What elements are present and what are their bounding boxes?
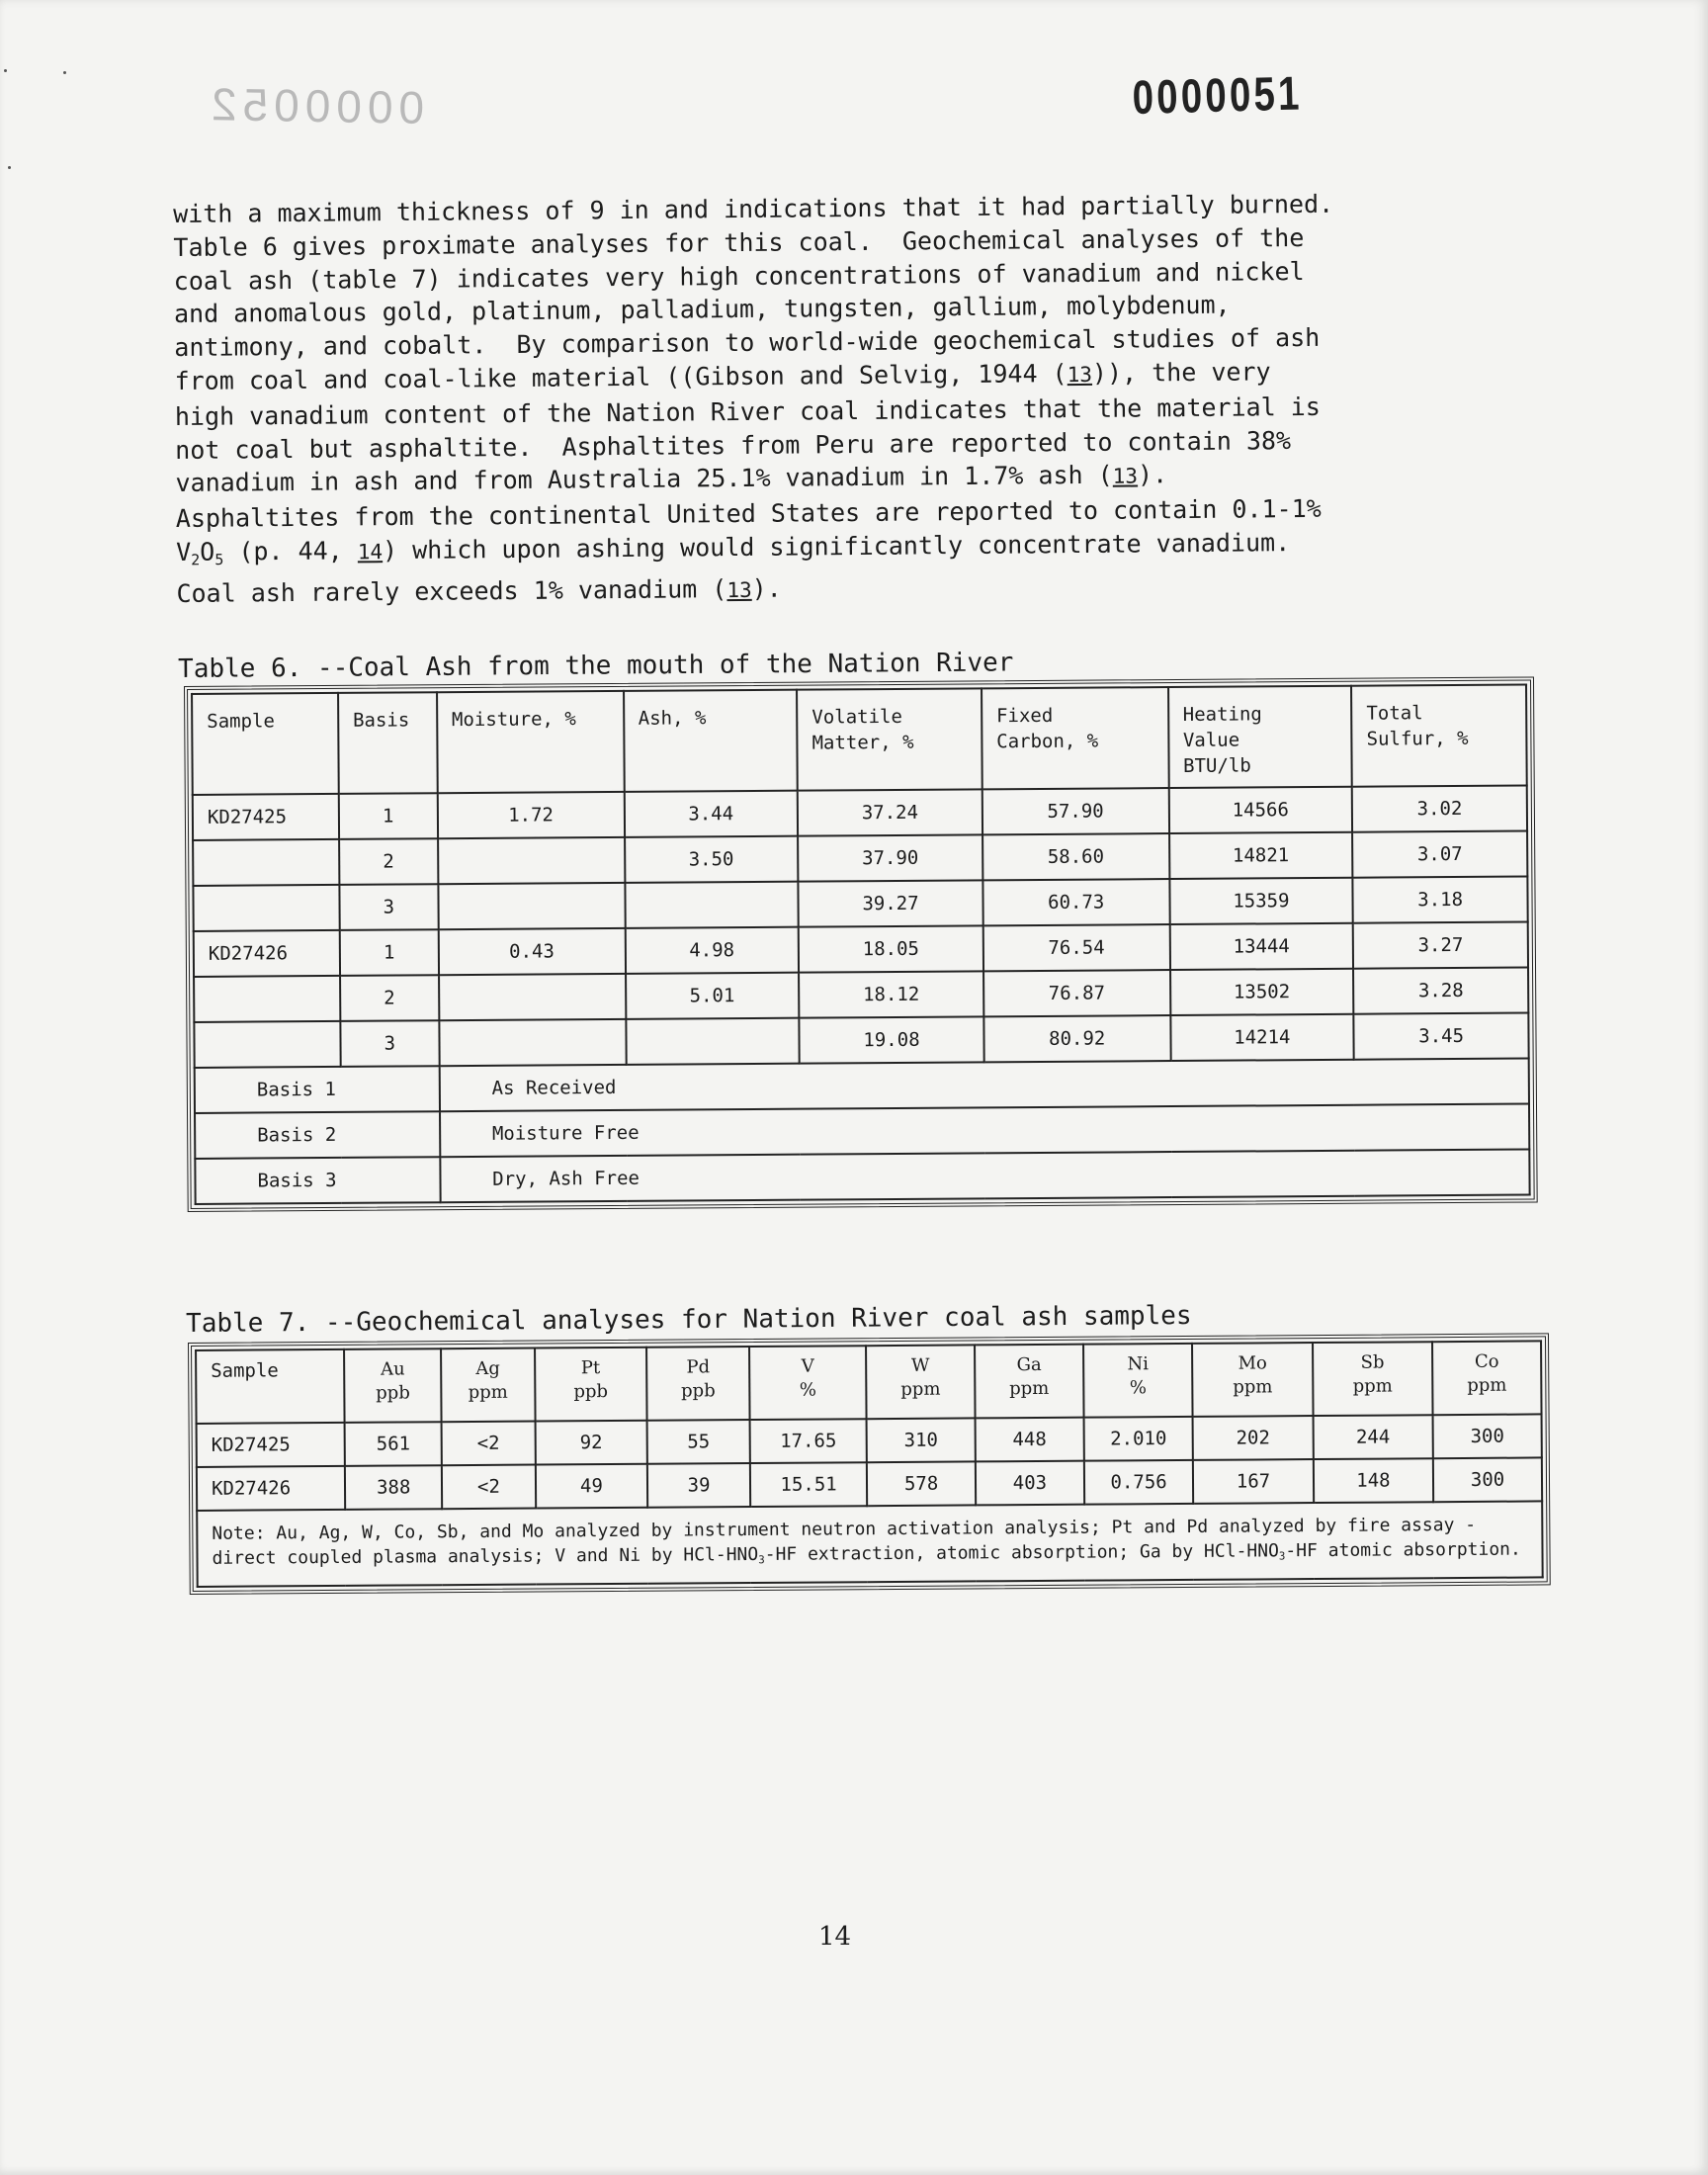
table7-caption: Table 7. --Geochemical analyses for Nation River coal ash samples <box>186 1301 1192 1339</box>
table6-header-row <box>192 685 1527 795</box>
table6-cell: 14566 <box>1168 787 1352 833</box>
table7-cell: 300 <box>1433 1414 1542 1458</box>
faint-stamp-number: 0000052 <box>205 78 425 133</box>
table7-cell: 92 <box>535 1421 647 1465</box>
col-header-heating-value: Heating Value BTU/lb <box>1168 686 1352 788</box>
table7-cell: 578 <box>867 1461 976 1506</box>
legend-row <box>195 1150 1529 1204</box>
table6-cell: 3.07 <box>1352 831 1527 878</box>
body-text: vanadium in ash and from Australia 25.1% vanadium in 1.7% ash ( <box>175 461 1113 498</box>
body-line: with a maximum thickness of 9 in and indications that it had partially burned. <box>173 189 1334 228</box>
legend-value: As Received <box>439 1059 1529 1112</box>
table7-col-header: Au ppb <box>344 1348 442 1423</box>
table6-cell <box>193 885 339 931</box>
table7-col-header: Sample <box>196 1349 345 1424</box>
table7-col-header: V % <box>749 1346 867 1420</box>
reference-link: 13 <box>1112 464 1139 489</box>
table7-cell: 244 <box>1313 1415 1433 1459</box>
table7-cell: 202 <box>1193 1416 1314 1460</box>
table7-col-header: W ppm <box>866 1345 975 1419</box>
body-text: (p. 44, <box>223 536 358 566</box>
table6-cell: 37.24 <box>798 789 982 835</box>
table7-cell: 55 <box>647 1420 750 1464</box>
formula-o: O <box>200 537 215 566</box>
body-text: ). <box>1137 460 1168 489</box>
col-header-total-sulfur: Total Sulfur, % <box>1351 685 1527 787</box>
table6-cell: 39.27 <box>799 880 983 926</box>
table6-cell: 1 <box>339 793 438 839</box>
body-text: from coal and coal-like material ((Gibson and Selvig, 1944 ( <box>174 359 1068 395</box>
table7-cell: 310 <box>867 1418 976 1462</box>
table7-cell: KD27426 <box>197 1466 345 1511</box>
table7-cell: 2.010 <box>1083 1417 1193 1461</box>
table7-header-row <box>196 1341 1541 1423</box>
table6-cell: 13444 <box>1169 923 1353 970</box>
table7-col-header: Pt ppb <box>535 1348 647 1422</box>
body-text: ) which upon ashing would significantly concentrate vanadium. <box>382 528 1291 566</box>
col-header-basis: Basis <box>338 692 438 794</box>
table7-col-header: Sb ppm <box>1313 1342 1433 1416</box>
body-paragraph <box>173 186 1482 613</box>
legend-value: Dry, Ash Free <box>440 1150 1530 1203</box>
table6-cell: 80.92 <box>983 1015 1170 1062</box>
table6-cell: 3 <box>340 1020 439 1067</box>
table7-note: Note: Au, Ag, W, Co, Sb, and Mo analyzed by instrument neutron activation analysis; Pt and Pd analyzed by fire assay - direct coupled plasma analysis; V and Ni by HCl-$HNO_3-HF$ extraction, atomic absorption; Ga by HCl-$HNO_3-HF$ atomic absorption. <box>197 1501 1543 1587</box>
col-header-volatile-matter: Volatile Matter, % <box>797 688 982 790</box>
body-line: Table 6 gives proximate analyses for this coal. Geochemical analyses of the <box>173 222 1305 262</box>
table7-cell: KD27425 <box>197 1423 345 1467</box>
note-row <box>197 1501 1543 1587</box>
table7-col-header: Ni % <box>1083 1344 1193 1418</box>
subscript: 5 <box>214 551 224 569</box>
table6-cell <box>625 882 799 928</box>
table7-cell: 0.756 <box>1084 1460 1194 1505</box>
table7 <box>188 1333 1551 1595</box>
table6-cell <box>194 976 340 1022</box>
body-line: high vanadium content of the Nation River coal indicates that the material is <box>174 392 1321 431</box>
table7-cell: 15.51 <box>750 1462 867 1507</box>
table6-cell: 3.02 <box>1352 786 1527 832</box>
table6-cell: 37.90 <box>798 834 982 881</box>
table6-cell <box>438 883 625 929</box>
table6-cell: 76.54 <box>983 924 1170 971</box>
table7-cell: 17.65 <box>750 1419 867 1463</box>
body-line: Asphaltites from the continental United States are reported to contain 0.1-1% <box>175 494 1322 534</box>
table6-cell: 76.87 <box>983 970 1170 1016</box>
table6-cell: 0.43 <box>438 928 625 975</box>
table7-cell: 167 <box>1193 1459 1314 1504</box>
col-header-fixed-carbon: Fixed Carbon, % <box>982 687 1168 789</box>
table6-cell: 5.01 <box>626 973 800 1019</box>
table6-cell: 4.98 <box>625 927 799 974</box>
table7-cell: 403 <box>976 1461 1084 1506</box>
table6-cell: 1 <box>340 929 439 976</box>
table6-cell: 19.08 <box>799 1016 983 1063</box>
reference-link: 14 <box>357 540 384 565</box>
table6-cell: 1.72 <box>438 792 625 838</box>
table6-cell: 13502 <box>1170 969 1354 1015</box>
table6-cell: 3.18 <box>1353 877 1528 923</box>
table7-cell: 49 <box>536 1464 648 1509</box>
table6-cell: 14214 <box>1170 1014 1354 1061</box>
table7-cell: 148 <box>1314 1458 1434 1503</box>
table6-cell: 2 <box>339 838 438 885</box>
table6-cell: 3 <box>339 884 438 930</box>
table6-cell: 15359 <box>1169 878 1353 924</box>
table6-cell: 3.28 <box>1353 968 1528 1014</box>
body-line: antimony, and cobalt. By comparison to world-wide geochemical studies of ash <box>174 323 1321 363</box>
table6-cell <box>439 1019 626 1066</box>
table7-col-header: Ga ppm <box>975 1345 1083 1419</box>
table7-col-header: Ag ppm <box>441 1348 535 1423</box>
legend-value: Moisture Free <box>440 1104 1530 1158</box>
body-line: coal ash (table 7) indicates very high concentrations of vanadium and nickel <box>173 256 1305 296</box>
table6-cell <box>438 837 625 884</box>
table6-cell: 3.27 <box>1353 922 1528 969</box>
legend-key: Basis 3 <box>195 1157 440 1204</box>
body-text: ). <box>751 573 782 604</box>
table6-cell: KD27426 <box>194 930 340 977</box>
table6-cell: 57.90 <box>982 788 1169 834</box>
table6-cell: 3.44 <box>624 791 798 837</box>
table6 <box>184 676 1538 1212</box>
page-stamp-number: 0000051 <box>1132 67 1304 125</box>
body-text: )), the very <box>1091 357 1271 388</box>
table7-cell: 300 <box>1433 1457 1542 1502</box>
table6-cell: 2 <box>340 975 439 1021</box>
table7-cell: 561 <box>345 1422 442 1466</box>
table6-cell: KD27425 <box>193 794 339 840</box>
table6-cell <box>626 1018 800 1065</box>
col-header-sample: Sample <box>192 693 339 795</box>
table6-cell: 58.60 <box>982 833 1169 880</box>
page-number: 14 <box>818 1922 852 1952</box>
reference-link: 13 <box>726 578 752 603</box>
table7-col-header: Mo ppm <box>1192 1343 1313 1417</box>
table6-caption: Table 6. --Coal Ash from the mouth of the Nation River <box>178 648 1014 684</box>
table7-cell: 39 <box>647 1463 750 1508</box>
subscript: 2 <box>191 551 201 569</box>
col-header-ash: Ash, % <box>624 690 798 792</box>
table6-cell <box>193 839 339 886</box>
table7-col-header: Pd ppb <box>646 1347 749 1421</box>
col-header-moisture: Moisture, % <box>437 691 624 793</box>
table7-cell: <2 <box>442 1465 536 1510</box>
table6-cell: 18.05 <box>799 925 983 972</box>
table6-cell: 18.12 <box>799 971 983 1017</box>
body-line: and anomalous gold, platinum, palladium, tungsten, gallium, molybdenum, <box>173 291 1231 329</box>
table6-cell: 60.73 <box>982 879 1169 925</box>
table7-cell: 388 <box>345 1465 442 1510</box>
body-line: not coal but asphaltite. Asphaltites from Peru are reported to contain 38% <box>175 425 1292 465</box>
legend-key: Basis 1 <box>195 1066 440 1113</box>
formula-v: V <box>176 537 192 566</box>
body-text: Coal ash rarely exceeds 1% vanadium ( <box>176 574 727 609</box>
table7-cell: <2 <box>442 1422 536 1466</box>
table7-cell: 448 <box>976 1418 1084 1462</box>
table6-cell: 14821 <box>1169 832 1353 879</box>
table6-cell <box>439 974 626 1020</box>
table6-cell: 3.45 <box>1354 1013 1529 1060</box>
legend-key: Basis 2 <box>195 1111 440 1159</box>
table6-cell: 3.50 <box>625 836 799 883</box>
reference-link: 13 <box>1067 362 1093 388</box>
table7-col-header: Co ppm <box>1432 1341 1541 1415</box>
table6-cell <box>194 1021 340 1068</box>
